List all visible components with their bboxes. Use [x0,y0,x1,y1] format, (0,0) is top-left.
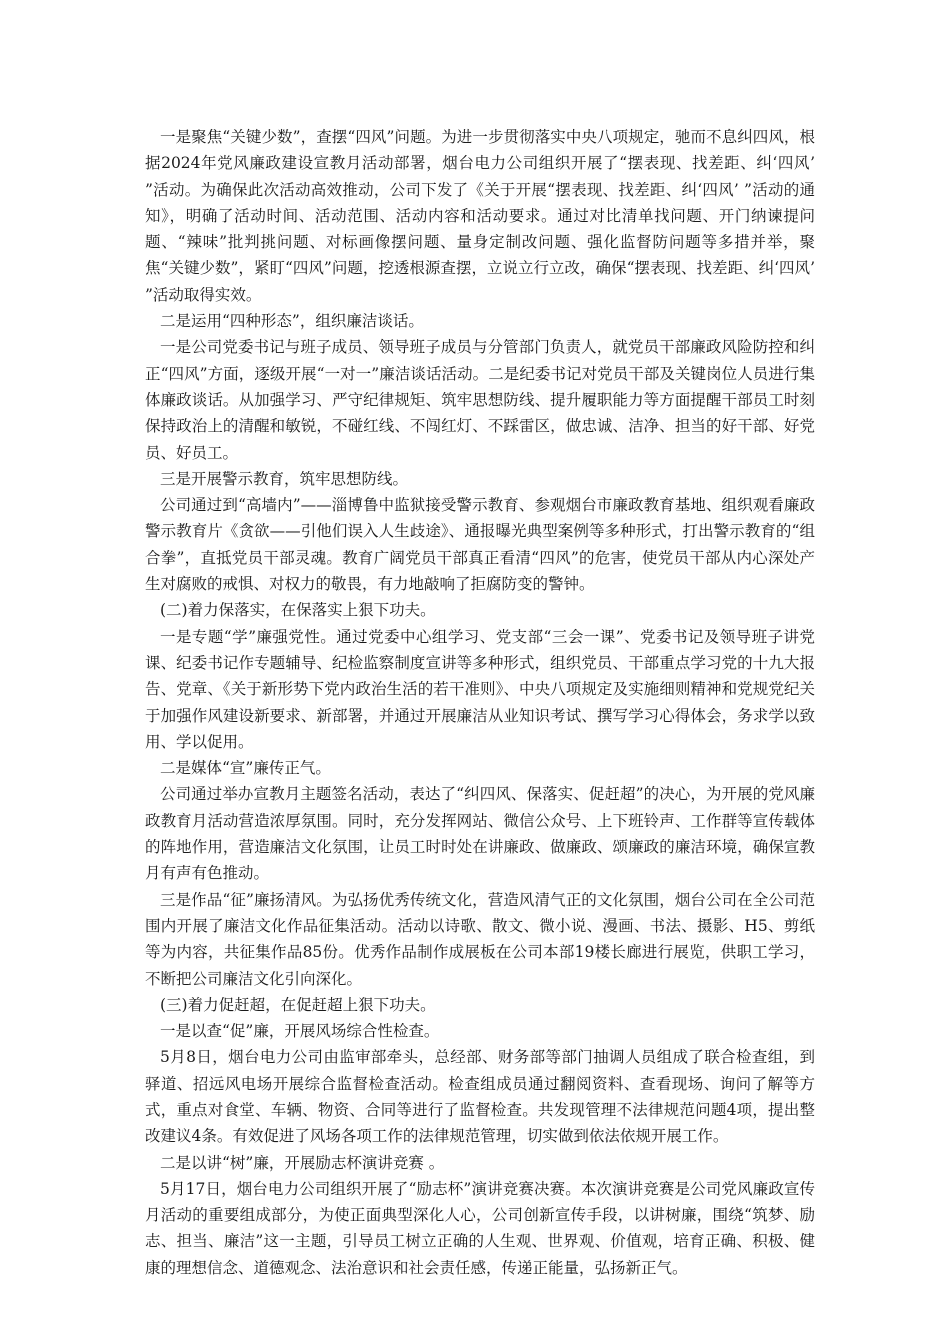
paragraph-heading: 一是以查“促”廉，开展风场综合性检查。 [160,1022,440,1041]
paragraph-heading: 二是以讲“树”廉，开展励志杯演讲竞赛 。 [160,1153,445,1172]
paragraph: 公司通过到“高墙内”——淄博鲁中监狱接受警示教育、参观烟台市廉政教育基地、组织观看廉政警示教育片《贪欲——引他们误入人生歧途》、通报曝光典型案例等多种形式，打出警示教育的“组合拳”，直抵党员干部灵魂。教育广阔党员干部真正看清“四风”的危害，使党员干部从内心深处产生对腐败的戒惧、对权力的敬畏，有力地敲响了拒腐防变的警钟。 [145,496,815,594]
paragraph: 一是专题“学”廉强党性。通过党委中心组学习、党支部“三会一课”、党委书记及领导班子讲党课、纪委书记作专题辅导、纪检监察制度宣讲等多种形式，组织党员、干部重点学习党的十九大报告、党章、《关于新形势下党内政治生活的若干准则》、中央八项规定及实施细则精神和党规党纪关于加强作风建设新要求、新部署，并通过开展廉洁从业知识考试、撰写学习心得体会，务求学以致用、学以促用。 [145,627,815,751]
paragraph-heading: 三是开展警示教育，筑牢思想防线。 [160,469,409,488]
paragraph: 5月8日，烟台电力公司由监审部牵头，总经部、财务部等部门抽调人员组成了联合检查组，到驿道、招远风电场开展综合监督检查活动。检查组成员通过翻阅资料、查看现场、询问了解等方式，重点对食堂、车辆、物资、合同等进行了监督检查。共发现管理不法律规范问题4项，提出整改建议4条。有效促进了风场各项工作的法律规范管理，切实做到依法依规开展工作。 [145,1048,815,1146]
paragraph-heading: 二是运用“四种形态”，组织廉洁谈话。 [160,312,424,331]
document-body [145,124,815,1281]
paragraph: 公司通过举办宣教月主题签名活动，表达了“纠四风、保落实、促赶超”的决心，为开展的党风廉政教育月活动营造浓厚氛围。同时，充分发挥网站、微信公众号、上下班铃声、工作群等宣传载体的阵地作用，营造廉洁文化氛围，让员工时时处在讲廉政、做廉政、颂廉政的廉洁环境，确保宣教月有声有色推动。 [145,785,815,883]
paragraph: 一是公司党委书记与班子成员、领导班子成员与分管部门负责人，就党员干部廉政风险防控和纠正“四风”方面，逐级开展“一对一”廉洁谈话活动。二是纪委书记对党员干部及关键岗位人员进行集体廉政谈话。从加强学习、严守纪律规矩、筑牢思想防线、提升履职能力等方面提醒干部员工时刻保持政治上的清醒和敏锐，不碰红线、不闯红灯、不踩雷区，做忠诚、洁净、担当的好干部、好党员、好员工。 [145,338,815,462]
section-heading: (二)着力保落实，在保落实上狠下功夫。 [160,601,436,620]
paragraph-heading: 二是媒体“宣”廉传正气。 [160,759,331,778]
paragraph: 5月17日，烟台电力公司组织开展了“励志杯”演讲竞赛决赛。本次演讲竞赛是公司党风廉政宣传月活动的重要组成部分，为使正面典型深化人心，公司创新宣传手段，以讲树廉，围绕“筑梦、励志、担当、廉洁”这一主题，引导员工树立正确的人生观、世界观、价值观，培育正确、积极、健康的理想信念、道德观念、法治意识和社会责任感，传递正能量，弘扬新正气。 [145,1179,815,1277]
paragraph: 三是作品“征”廉扬清风。为弘扬优秀传统文化，营造风清气正的文化氛围，烟台公司在全公司范围内开展了廉洁文化作品征集活动。活动以诗歌、散文、微小说、漫画、书法、摄影、H5、剪纸等为内容，共征集作品85份。优秀作品制作成展板在公司本部19楼长廊进行展览，供职工学习，不断把公司廉洁文化引向深化。 [145,890,815,988]
section-heading: (三)着力促赶超，在促赶超上狠下功夫。 [160,995,436,1014]
paragraph: 一是聚焦“关键少数”，查摆“四风”问题。为进一步贯彻落实中央八项规定，驰而不息纠四风，根据2024年党风廉政建设宣教月活动部署，烟台电力公司组织开展了“摆表现、找差距、纠‘四风’ ”活动。为确保此次活动高效推动，公司下发了《关于开展“摆表现、找差距、纠‘四风’ ”活动的通知》，明确了活动时间、活动范围、活动内容和活动要求。通过对比清单找问题、开门纳谏提问题、“辣味”批判挑问题、对标画像摆问题、量身定制改问题、强化监督防问题等多措并举，聚焦“关键少数”，紧盯“四风”问题，挖透根源查摆，立说立行立改，确保“摆表现、找差距、纠‘四风’ ”活动取得实效。 [145,128,815,304]
